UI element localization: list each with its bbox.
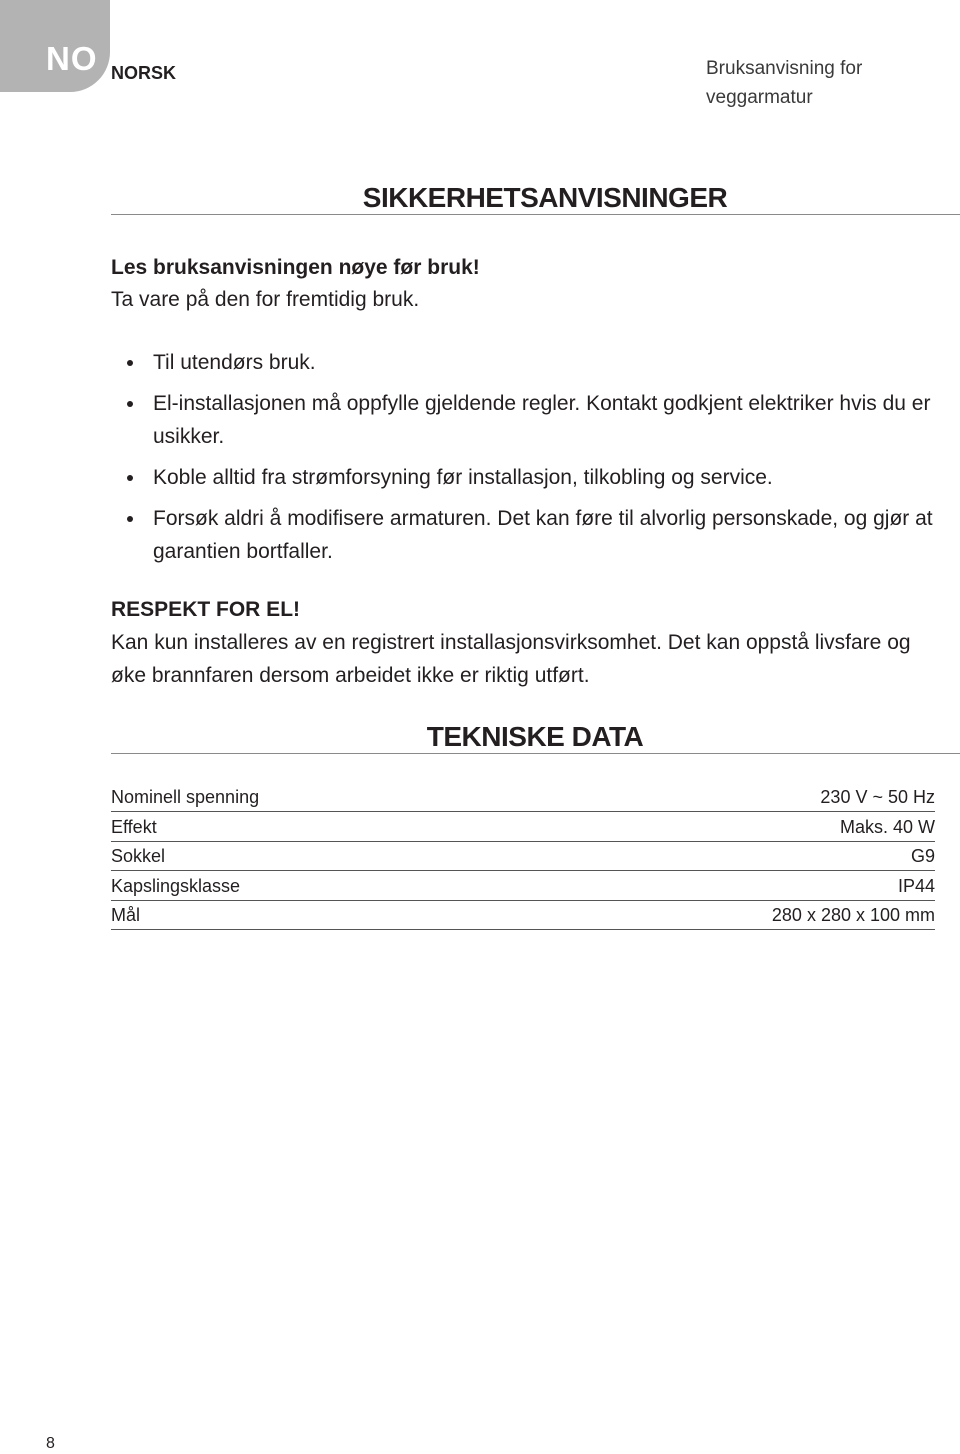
spec-label: Nominell spenning bbox=[111, 787, 260, 807]
safety-heading: SIKKERHETSANVISNINGER bbox=[362, 182, 728, 213]
technical-data-table bbox=[111, 783, 935, 931]
spec-value: IP44 bbox=[897, 875, 935, 896]
technical-heading: TEKNISKE DATA bbox=[426, 721, 644, 752]
table-row bbox=[111, 842, 935, 871]
technical-heading-rule bbox=[111, 753, 960, 754]
safety-heading-rule bbox=[111, 214, 960, 215]
spec-value: 280 x 280 x 100 mm bbox=[771, 905, 935, 925]
language-name: NORSK bbox=[111, 63, 177, 83]
safety-list-item: El-installasjonen må oppfylle gjeldende regler. Kontakt godkjent elektriker hvis du er usikker. bbox=[153, 387, 953, 453]
table-row bbox=[111, 872, 935, 901]
spec-value: G9 bbox=[910, 846, 935, 866]
intro-text: Ta vare på den for fremtidig bruk. bbox=[111, 288, 420, 311]
safety-list bbox=[153, 346, 953, 576]
page-number: 8 bbox=[46, 1435, 55, 1452]
spec-label: Sokkel bbox=[111, 846, 166, 866]
respect-text: Kan kun installeres av en registrert installasjonsvirksomhet. Det kan oppstå livsfare og øke brannfaren dersom arbeidet ikke er riktig utført. bbox=[111, 631, 911, 687]
spec-value: 230 V ~ 50 Hz bbox=[820, 787, 935, 807]
safety-list-item: Forsøk aldri å modifisere armaturen. Det kan føre til alvorlig personskade, og gjør at garantien bortfaller. bbox=[153, 502, 953, 568]
table-row bbox=[111, 901, 935, 930]
spec-label: Mål bbox=[111, 905, 141, 925]
spec-label: Kapslingsklasse bbox=[111, 875, 241, 896]
intro-warning: Les bruksanvisningen nøye før bruk! bbox=[111, 256, 480, 279]
document-title: Bruksanvisning for veggarmatur bbox=[706, 58, 863, 108]
safety-list-item: Koble alltid fra strømforsyning før installasjon, tilkobling og service. bbox=[153, 461, 953, 494]
language-code: NO bbox=[46, 40, 98, 77]
respect-heading: RESPEKT FOR EL! bbox=[111, 598, 301, 621]
table-row bbox=[111, 783, 935, 812]
language-tab bbox=[0, 0, 110, 92]
spec-value: Maks. 40 W bbox=[839, 816, 935, 837]
spec-label: Effekt bbox=[111, 816, 157, 837]
table-row bbox=[111, 813, 935, 842]
safety-list-item: Til utendørs bruk. bbox=[153, 346, 953, 379]
